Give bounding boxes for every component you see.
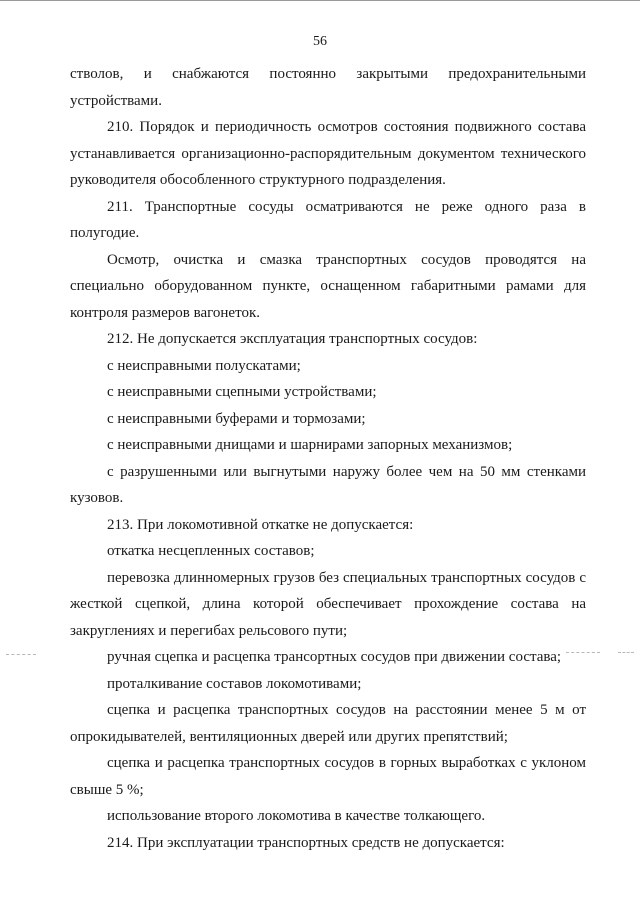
paragraph: 212. Не допускается эксплуатация транспортных сосудов:: [107, 331, 478, 347]
paragraph: с неисправными днищами и шарнирами запорных механизмов;: [107, 437, 513, 453]
paragraph: сцепка и расцепка транспортных сосудов в горных выработках с уклоном свыше 5 %;: [70, 755, 586, 798]
scan-artifact-right: [566, 652, 600, 653]
paragraph: проталкивание составов локомотивами;: [107, 675, 362, 692]
document-body: [70, 61, 586, 856]
paragraph: откатка несцепленных составов;: [107, 543, 315, 559]
paragraph: с неисправными полускатами;: [107, 357, 301, 374]
paragraph: с разрушенными или выгнутыми наружу более чем на 50 мм стенками кузовов.: [70, 463, 586, 506]
scan-artifact-left: [6, 654, 36, 655]
scan-artifact-edge: [618, 652, 634, 653]
paragraph: с неисправными сцепными устройствами;: [107, 384, 377, 400]
paragraph: использование второго локомотива в качестве толкающего.: [107, 808, 486, 824]
page-number: 56: [313, 34, 327, 49]
paragraph: 211. Транспортные сосуды осматриваются не реже одного раза в полугодие.: [70, 198, 586, 241]
paragraph: с неисправными буферами и тормозами;: [107, 410, 366, 427]
paragraph: стволов, и снабжаются постоянно закрытыми предохранительными устройствами.: [70, 66, 586, 109]
paragraph: 214. При эксплуатации транспортных средств не допускается:: [107, 834, 505, 851]
paragraph: 210. Порядок и периодичность осмотров состояния подвижного состава устанавливается организационно-распорядительным документом технического руководителя обособленного структурного подразделения.: [70, 119, 586, 188]
paragraph: 213. При локомотивной откатке не допускается:: [107, 516, 414, 533]
paragraph: перевозка длинномерных грузов без специальных транспортных сосудов с жесткой сцепкой, длина которой обеспечивает прохождение состава на закруглениях и перегибах рельсового пути;: [70, 569, 586, 639]
paragraph: сцепка и расцепка транспортных сосудов на расстоянии менее 5 м от опрокидывателей, вентиляционных дверей или других препятствий;: [70, 702, 586, 745]
paragraph: ручная сцепка и расцепка трансортных сосудов при движении состава;: [107, 649, 562, 665]
paragraph: Осмотр, очистка и смазка транспортных сосудов проводятся на специально оборудованном пункте, оснащенном габаритными рамами для контроля размеров вагонеток.: [70, 251, 586, 321]
